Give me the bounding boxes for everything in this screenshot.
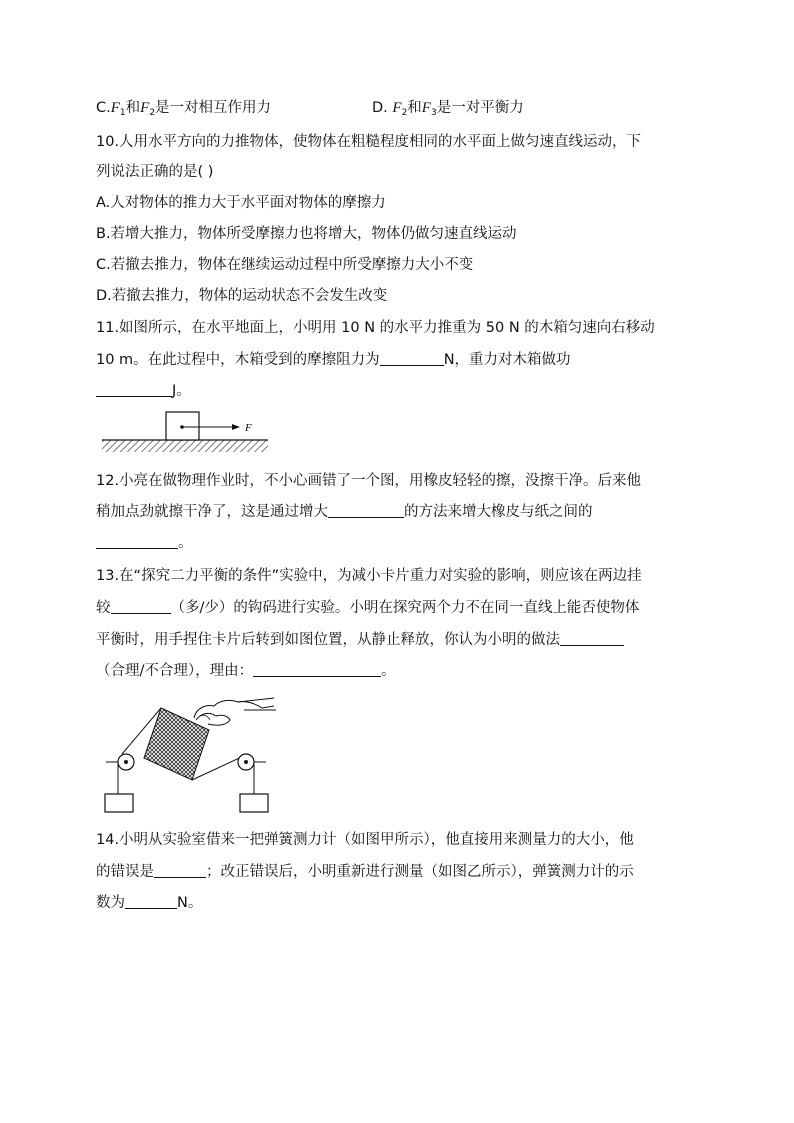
q14-text: 数为: [96, 895, 125, 911]
q9-d-prefix: D.: [372, 100, 388, 116]
subscript: 2: [149, 108, 156, 118]
q13-stem-line4: [96, 661, 396, 681]
q10-stem-line1: 10.人用水平方向的力推物体，使物体在粗糙程度相同的水平面上做匀速直线运动，下: [96, 134, 642, 150]
q14-text: ；改正错误后，小明重新进行测量（如图乙所示），弹簧测力计的示: [206, 864, 634, 880]
q10-option-a: A.人对物体的推力大于水平面对物体的摩擦力: [96, 195, 386, 211]
q13-text: （合理/不合理），理由：: [96, 663, 254, 679]
arrowhead-icon: [232, 424, 240, 430]
q14-text: 的错误是: [96, 864, 154, 880]
conjunction: 和: [125, 100, 141, 116]
q14-unit: N。: [177, 895, 203, 911]
force-label: F: [245, 422, 252, 434]
answer-blank-reason[interactable]: [253, 662, 381, 677]
q12-text: 稍加点劲就擦干净了，这是通过增大: [96, 504, 328, 520]
q13-text: （多/少）的钩码进行实验。小明在探究两个力不在同一直线上能否使物体: [170, 600, 640, 616]
conjunction: 和: [407, 100, 422, 116]
box-on-ground-figure: [100, 408, 270, 454]
force-symbol: F: [110, 100, 120, 116]
answer-blank-work[interactable]: [96, 382, 172, 397]
q12-period: 。: [178, 535, 193, 551]
q13-stem-line3: [96, 630, 624, 650]
answer-blank-reading[interactable]: [125, 894, 177, 909]
right-weight: [240, 794, 268, 812]
answer-blank-error[interactable]: [154, 863, 206, 878]
left-pulley-axle: [124, 760, 128, 764]
q13-text: 平衡时，用手捏住卡片后转到如图位置，从静止释放，你认为小明的做法: [96, 632, 560, 648]
q11-stem-line1: 11.如图所示，在水平地面上，小明用 10 N 的水平力推重为 50 N 的木箱匀速向右移动: [96, 320, 655, 336]
q13-stem-line1: 13.在“探究二力平衡的条件”实验中，为减小卡片重力对实验的影响，则应该在两边挂: [96, 568, 642, 584]
q12-stem-line3: [96, 533, 193, 553]
q13-period: 。: [381, 663, 396, 679]
q10-option-b: B.若增大推力，物体所受摩擦力也将增大，物体仍做匀速直线运动: [96, 226, 517, 242]
q9-c-text: 是一对相互作用力: [155, 100, 272, 116]
ground-hatch: [102, 440, 268, 452]
q12-stem-line1: 12.小亮在做物理作业时，不小心画错了一个图，用橡皮轻轻的擦，没擦干净。后来他: [96, 473, 642, 489]
q14-stem-line1: 14.小明从实验室借来一把弹簧测力计（如图甲所示），他直接用来测量力的大小，他: [96, 832, 634, 848]
q9-d-text: 是一对平衡力: [436, 100, 524, 116]
q11-text: 10 m。在此过程中，木箱受到的摩擦阻力为: [96, 352, 380, 368]
q11-text: N，重力对木箱做功: [443, 352, 571, 368]
q9-option-c: [96, 98, 271, 123]
answer-blank-method[interactable]: [328, 503, 404, 518]
force-symbol: F: [421, 100, 431, 116]
answer-blank-reasonable[interactable]: [560, 631, 624, 646]
q14-stem-line3: [96, 893, 202, 913]
card-pulley-figure: [96, 690, 278, 816]
subscript: 2: [401, 108, 408, 118]
answer-blank-friction[interactable]: [380, 351, 444, 366]
force-symbol: F: [392, 100, 402, 116]
subscript: 3: [430, 108, 437, 118]
q9-option-d: [372, 98, 524, 123]
q13-stem-line2: [96, 598, 639, 618]
q12-stem-line2: [96, 502, 593, 522]
q12-text: 的方法来增大橡皮与纸之间的: [404, 504, 593, 520]
answer-blank-quantity[interactable]: [96, 534, 178, 549]
subscript: 1: [119, 108, 126, 118]
q9-c-prefix: C.: [96, 100, 111, 116]
q14-stem-line2: [96, 862, 634, 882]
left-weight: [105, 794, 133, 812]
q11-stem-line2: [96, 350, 571, 370]
right-pulley-axle: [244, 760, 248, 764]
force-symbol: F: [140, 100, 150, 116]
q13-text: 较: [96, 600, 111, 616]
q10-stem-line2: 列说法正确的是( ): [96, 164, 214, 180]
answer-blank-more-less[interactable]: [111, 599, 171, 614]
wrist-line: [238, 698, 274, 702]
q11-stem-line3: [96, 381, 191, 401]
q11-unit: J。: [172, 383, 191, 399]
q10-option-c: C.若撤去推力，物体在继续运动过程中所受摩擦力大小不变: [96, 257, 474, 273]
q10-option-d: D.若撤去推力，物体的运动状态不会发生改变: [96, 288, 388, 304]
